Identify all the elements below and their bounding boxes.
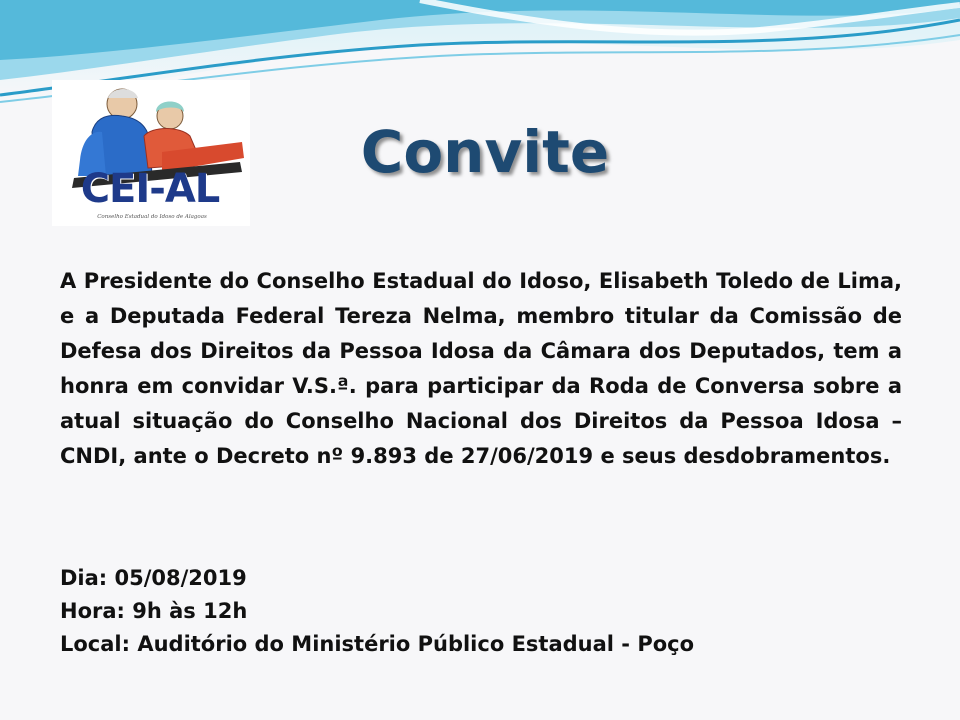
logo-acronym: CEI-AL bbox=[80, 166, 220, 212]
event-details bbox=[60, 562, 900, 661]
invitation-title: Convite bbox=[360, 118, 610, 186]
cei-al-logo bbox=[52, 80, 250, 226]
invitation-body-text: A Presidente do Conselho Estadual do Idoso, Elisabeth Toledo de Lima, e a Deputada Federal Tereza Nelma, membro titular da Comissão de Defesa dos Direitos da Pessoa Idosa da Câmara dos Deputados, tem a honra em convidar V.S.ª. para participar da Roda de Conversa sobre a atual situação do Conselho Nacional dos Direitos da Pessoa Idosa – CNDI, ante o Decreto nº 9.893 de 27/06/2019 e seus desdobramentos. bbox=[60, 269, 902, 468]
logo-subtitle: Conselho Estadual do Idoso de Alagoas bbox=[97, 214, 207, 220]
event-date: Dia: 05/08/2019 bbox=[60, 566, 247, 590]
event-time: Hora: 9h às 12h bbox=[60, 599, 248, 623]
event-location: Local: Auditório do Ministério Público Estadual - Poço bbox=[60, 632, 695, 656]
